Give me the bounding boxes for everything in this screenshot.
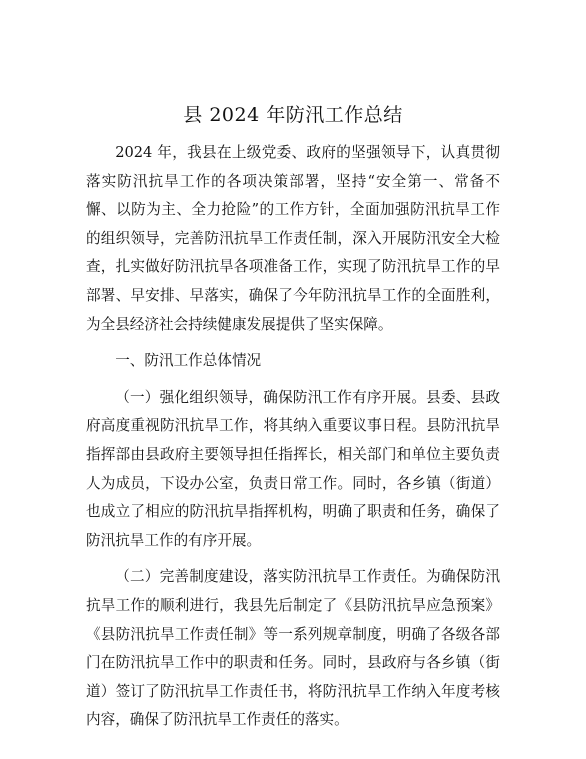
paragraph-organization: （一）强化组织领导，确保防汛工作有序开展。县委、县政府高度重视防汛抗旱工作，将其纳入重要议事日程。县防汛抗旱指挥部由县政府主要领导担任指挥长，相关部门和单位主要负责人为成员，下设办公室，负责日常工作。同时，各乡镇（街道）也成立了相应的防汛抗旱指挥机构，明确了职责和任务，确保了防汛抗旱工作的有序开展。 (86, 388, 500, 549)
paragraph-spacer (86, 339, 500, 347)
section-heading-overview: 一、防汛工作总体情况 (115, 352, 262, 370)
paragraph-spacer (86, 376, 500, 384)
document-title: 县 2024 年防汛工作总结 (183, 104, 403, 126)
paragraph-spacer (86, 555, 500, 563)
intro-paragraph: 2024 年，我县在上级党委、政府的坚强领导下，认真贯彻落实防汛抗旱工作的各项决策部署，坚持“安全第一、常备不懈、以防为主、全力抢险”的工作方针，全面加强防汛抗旱工作的组织领导，完善防汛抗旱工作责任制，深入开展防汛安全大检查，扎实做好防汛抗旱各项准备工作，实现了防汛抗旱工作的早部署、早安排、早落实，确保了今年防汛抗旱工作的全面胜利，为全县经济社会持续健康发展提供了坚实保障。 (86, 144, 500, 333)
paragraph-system-building: （二）完善制度建设，落实防汛抗旱工作责任。为确保防汛抗旱工作的顺利进行，我县先后制定了《县防汛抗旱应急预案》《县防汛抗旱工作责任制》等一系列规章制度，明确了各级各部门在防汛抗旱工作中的职责和任务。同时，县政府与各乡镇（街道）签订了防汛抗旱工作责任书，将防汛抗旱工作纳入年度考核内容，确保了防汛抗旱工作责任的落实。 (86, 568, 500, 729)
